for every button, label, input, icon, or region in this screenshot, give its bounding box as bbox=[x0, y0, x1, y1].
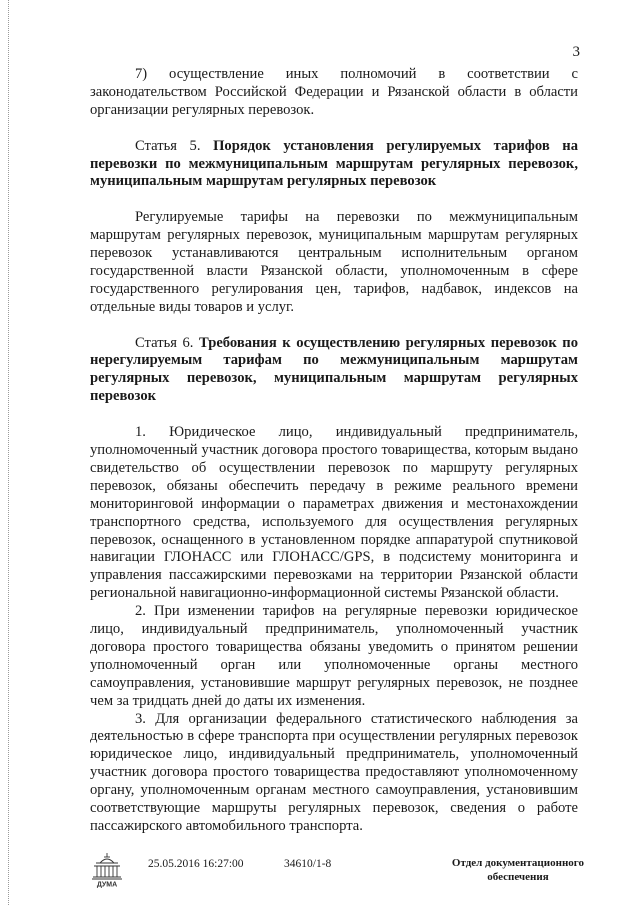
page-edge-border bbox=[8, 0, 9, 905]
logo-text: ДУМА bbox=[96, 881, 118, 888]
duma-building-logo-icon bbox=[90, 852, 124, 888]
paragraph-article-6-item-2: 2. При изменении тарифов на регулярные перевозки юридическое лицо, индивидуальный предприниматель, уполномоченный участник договора простого товарищества обязаны уведомить о принятом решении уполномоченный орган или уполномоченные органы местного самоуправления, установившие маршрут регулярных перевозок, не позднее чем за тридцать дней до даты их изменения. bbox=[90, 603, 578, 709]
page-number: 3 bbox=[572, 44, 580, 60]
article-6-title: Требования к осуществлению регулярных перевозок по нерегулируемым тарифам по межмуниципальным маршрутам регулярных перевозок, муниципальным маршрутам регулярных перевозок bbox=[90, 334, 579, 405]
article-5-heading bbox=[90, 138, 578, 192]
paragraph-article-6-item-3: 3. Для организации федерального статистического наблюдения за деятельностью в сфере транспорта при осуществлении регулярных перевозок юридическое лицо, индивидуальный предприниматель, уполномоченный участник договора простого товарищества предоставляют уполномоченному органу, уполномоченным органам местного самоуправления, установившим соответствующие маршруты регулярных перевозок, сведения о работе пассажирского автомобильного транспорта. bbox=[90, 710, 578, 834]
footer-department-line-1: Отдел документационного bbox=[451, 857, 584, 869]
spacer bbox=[90, 406, 578, 424]
paragraph-article-6-item-1: 1. Юридическое лицо, индивидуальный предприниматель, уполномоченный участник договора простого товарищества, которым выдано свидетельство об осуществлении перевозок по маршруту регулярных перевозок, обязаны обеспечить передачу в режиме реального времени мониторинговой информации о параметрах движения и местонахождении транспортного средства, используемого для осуществления регулярных перевозок, оснащенного в установленном порядке аппаратурой спутниковой навигации ГЛОНАСС или ГЛОНАСС/GPS, в подсистему мониторинга и управления пассажирскими перевозками на территории Рязанской области региональной навигационно-информационной системы Рязанской области. bbox=[90, 424, 578, 602]
footer-doc-number: 34610/1-8 bbox=[284, 858, 332, 870]
article-6-prefix: Статья 6. bbox=[135, 334, 200, 351]
article-5-prefix: Статья 5. bbox=[135, 137, 214, 154]
paragraph-item-7: 7) осуществление иных полномочий в соответствии с законодательством Российской Федерации и Рязанской области в области организации регулярных перевозок. bbox=[90, 66, 578, 118]
paragraph-article-5-text: Регулируемые тарифы на перевозки по межмуниципальным маршрутам регулярных перевозок, муниципальным маршрутам регулярных перевозок устанавливаются центральным исполнительным органом государственной власти Рязанской области, уполномоченным в сфере государственного регулирования цен, тарифов, надбавок, индексов на отдельные виды товаров и услуг. bbox=[90, 209, 578, 315]
footer-timestamp: 25.05.2016 16:27:00 bbox=[148, 858, 244, 870]
article-6-heading bbox=[90, 335, 578, 407]
document-body bbox=[90, 66, 578, 836]
page-footer bbox=[0, 848, 640, 898]
article-5-title: Порядок установления регулируемых тарифов на перевозки по межмуниципальным маршрутам регулярных перевозок, муниципальным маршрутам регулярных перевозок bbox=[90, 137, 578, 190]
spacer bbox=[90, 191, 578, 209]
spacer bbox=[90, 120, 578, 138]
spacer bbox=[90, 317, 578, 335]
footer-department bbox=[452, 856, 584, 884]
footer-department-line-2: обеспечения bbox=[487, 871, 549, 883]
